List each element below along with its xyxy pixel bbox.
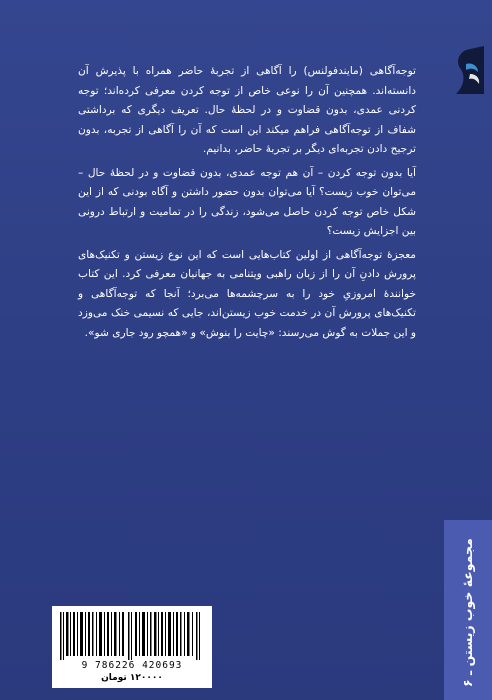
isbn-number: 9 786226 420693: [81, 660, 183, 671]
blurb-paragraph-1: توجه‌آگاهی (مایندفولنس) را آگاهی از تجربۀ حاضر همراه با پذیرش آن دانسته‌اند. همچنین آن را نوعی خاص از توجه کردن معرفی کرده‌اند؛ توجه کردنی عمدی، بدون قضاوت و در لحظۀ حال. تعریف دیگری که برداشتی شفاف از توجه‌آگاهی فراهم میکند این است که آن را آگاهی از تجربه، بدون ترجیح دادن تجربه‌ای دیگر بر تجربۀ حاضر، بدانیم.: [78, 65, 416, 155]
blurb-paragraph-3: معجزۀ توجه‌آگاهی از اولین کتاب‌هایی است که این نوع زیستن و تکنیک‌های پرورش دادنِ آن را از زبان راهبی ویتنامی به جهانیان معرفی کرد. این کتاب خوانندۀ امروزیِ خود را به سرچشمه‌ها می‌برد؛ آنجا که توجه‌آگاهی و تکنیک‌های پرورش آن در خدمت خوب زیستن‌اند، جایی که نسیمی خنک می‌وزد و این جملات به گوش می‌رسند: «چایت را بنوش» و «همچو رود جاری شو».: [78, 248, 416, 339]
back-cover-blurb: [78, 62, 416, 347]
price-label: ۱۲۰۰۰۰ تومان: [101, 673, 163, 683]
publisher-logo-icon: [450, 46, 484, 94]
barcode-label: [52, 606, 212, 688]
blurb-paragraph-2: آیا بدون توجه کردن – آن هم توجه عمدی، بدون قضاوت و در لحظۀ حال – می‌توان خوب زیست؟ آیا می‌توان بدون حضور داشتن و آگاه بودنی که از این شکل خاص توجه کردن حاصل می‌شود، زندگی را در تمامیت و ارتباط درونی بین اجزایش زیست؟: [78, 166, 416, 237]
barcode-icon: [58, 612, 206, 660]
series-title: مجموعۀ خوب زیستن ـ ۶: [460, 538, 475, 687]
